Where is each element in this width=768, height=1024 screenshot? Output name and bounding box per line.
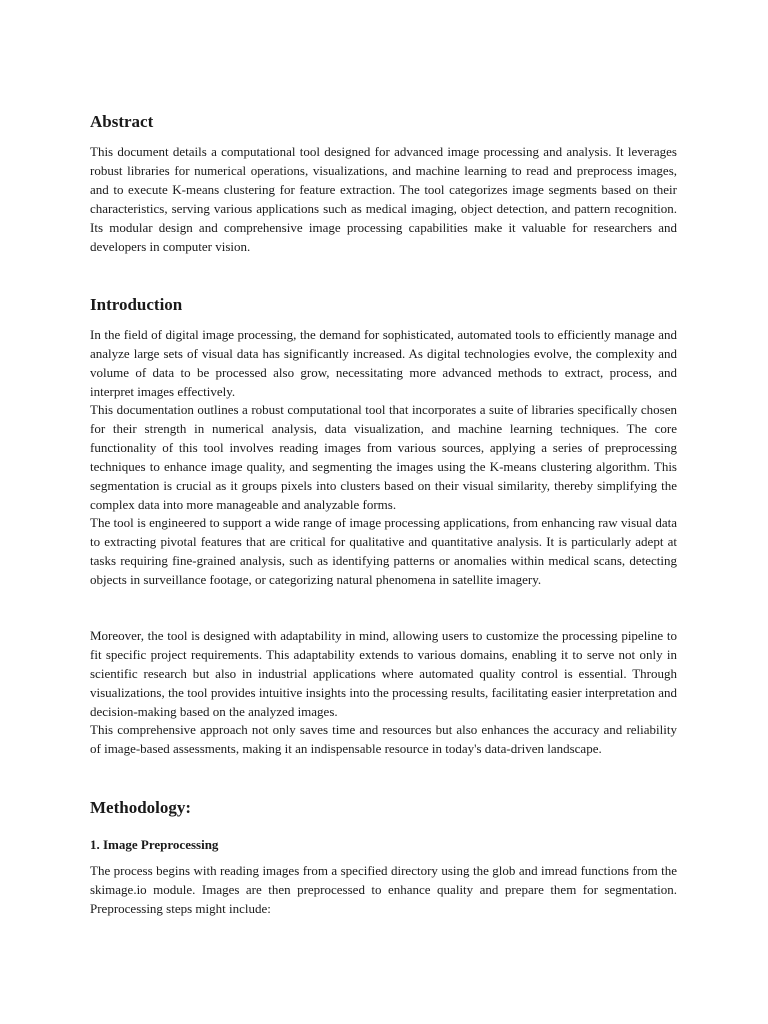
image-preprocessing-heading: 1. Image Preprocessing (90, 837, 219, 852)
introduction-paragraph-5: This comprehensive approach not only saves time and resources but also enhances the accuracy and reliability of image-based assessments, making it an indispensable resource in today's data-driven landscape. (90, 722, 677, 756)
abstract-paragraph: This document details a computational tool designed for advanced image processing and analysis. It leverages robust libraries for numerical operations, visualizations, and machine learning to read and preprocess images, and to execute K-means clustering for feature extraction. The tool categorizes image segments based on their characteristics, serving various applications such as medical imaging, object detection, and pattern recognition. Its modular design and comprehensive image processing capabilities make it valuable for researchers and developers in computer vision. (90, 144, 677, 254)
introduction-paragraph-3: The tool is engineered to support a wide range of image processing applications, from enhancing raw visual data to extracting pivotal features that are critical for qualitative and quantitative analysis. It is particularly adept at tasks requiring fine-grained analysis, such as identifying patterns or anomalies within medical scans, detecting objects in surveillance footage, or categorizing natural phenomena in satellite imagery. (90, 515, 677, 587)
introduction-paragraph-1: In the field of digital image processing, the demand for sophisticated, automated tools to efficiently manage and analyze large sets of visual data has significantly increased. As digital technologies evolve, the complexity and volume of data to be processed also grow, necessitating more advanced methods to extract, process, and interpret images effectively. (90, 327, 677, 399)
introduction-paragraph-2: This documentation outlines a robust computational tool that incorporates a suite of libraries specifically chosen for their strength in numerical analysis, data visualization, and machine learning techniques. The core functionality of this tool involves reading images from various sources, applying a series of preprocessing techniques to enhance image quality, and segmenting the images using the K-means clustering algorithm. This segmentation is crucial as it groups pixels into clusters based on their visual similarity, thereby simplifying the complex data into more manageable and analyzable forms. (90, 402, 677, 512)
introduction-paragraph-4: Moreover, the tool is designed with adaptability in mind, allowing users to customize the processing pipeline to fit specific project requirements. This adaptability extends to various domains, enabling it to serve not only in scientific research but also in industrial applications where automated quality control is essential. Through visualizations, the tool provides intuitive insights into the processing results, facilitating easier interpretation and decision-making based on the analyzed images. (90, 628, 677, 719)
image-preprocessing-paragraph: The process begins with reading images from a specified directory using the glob and imread functions from the skimage.io module. Images are then preprocessed to enhance quality and prepare them for segmentation. Preprocessing steps might include: (90, 863, 677, 916)
introduction-heading: Introduction (90, 295, 183, 314)
abstract-heading: Abstract (90, 112, 154, 131)
methodology-heading: Methodology: (90, 798, 192, 817)
